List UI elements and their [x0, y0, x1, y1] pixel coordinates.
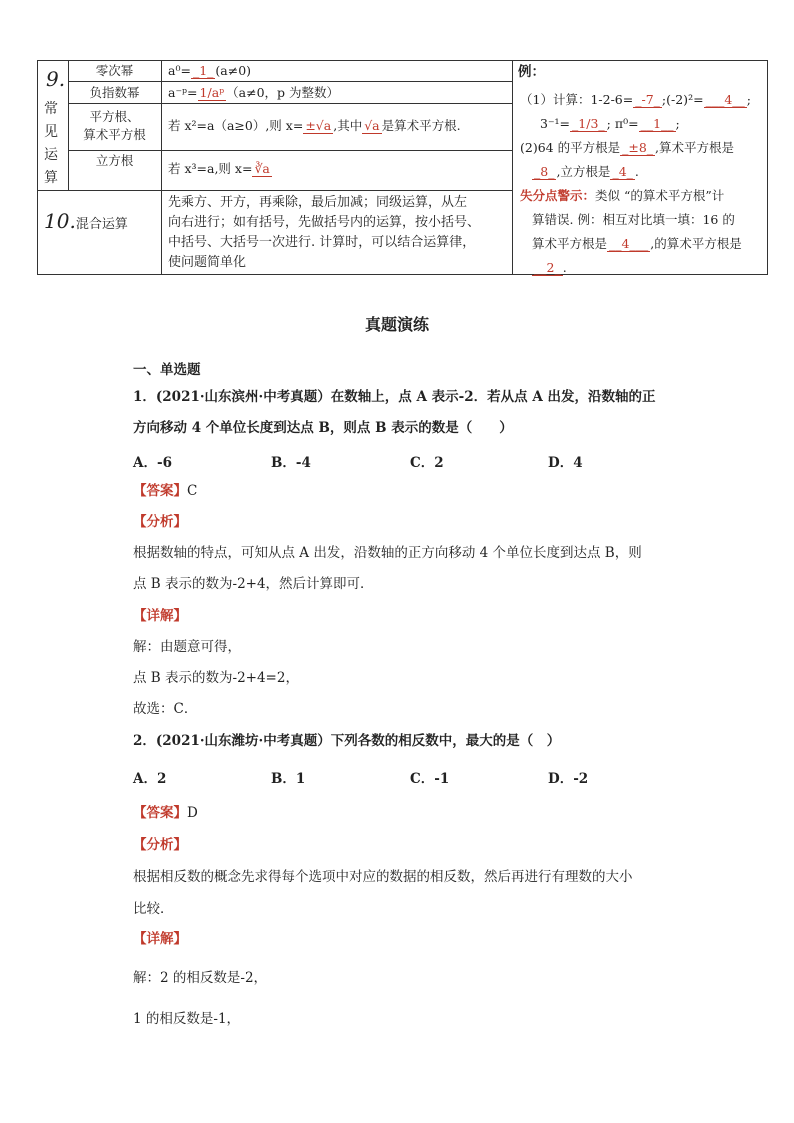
neg-power-formula: a⁻ᵖ= 1/aᵖ （a≠0，p 为整数）: [168, 85, 340, 100]
cbrt-formula: 若 x³=a,则 x= ∛a: [168, 161, 270, 176]
q1-detail-line3: 故选：C．: [133, 701, 198, 717]
q2-detail-line2: 1 的相反数是-1，: [133, 1011, 241, 1027]
row-label: 10.混合运算: [44, 209, 128, 233]
q1-option-c: C．2: [410, 455, 444, 471]
example-title: 例：: [518, 64, 545, 80]
sqrt-formula: 若 x²=a（a≥0）,则 x= ±√a ,其中 √a 是算术平方根.: [168, 118, 461, 133]
q1-analysis-tag: 【分析】: [133, 514, 187, 530]
q1-option-b: B．-4: [271, 455, 311, 471]
zero-power-formula: a⁰= _1_ (a≠0): [168, 63, 252, 78]
q2-analysis-tag: 【分析】: [133, 837, 187, 853]
table-divider: [512, 60, 513, 275]
q2-detail-tag: 【详解】: [133, 931, 187, 947]
q2-analysis-line2: 比较．: [133, 901, 174, 917]
row-number: 9.: [46, 67, 66, 91]
q1-option-d: D．4: [548, 455, 583, 471]
q2-analysis-line1: 根据相反数的概念先求得每个选项中对应的数据的相反数，然后再进行有理数的大小: [133, 869, 633, 885]
neg-power-name: 负指数幂: [89, 85, 140, 100]
example-body: （1）计算：1-2-6= _-7_ ;(-2)²= ___4__ ; 3⁻¹= _1/3_ ; π⁰= __1__ ; (2)64 的平方根是 _±8_ ,算术平方根是 _8_ ,立方根是 _4_ . 失分点警示：类似 “的算术平方根”计 算错误. 例：相互对比填一填：16 的 算术平方根是 __4___ ,的算术平方根是 __2_ .: [520, 92, 751, 275]
table-divider: [68, 81, 512, 82]
q2-answer: 【答案】D: [133, 805, 198, 821]
row-label: 常见运算: [44, 101, 58, 186]
q1-detail-tag: 【详解】: [133, 608, 187, 624]
mixed-operation-desc: 先乘方、开方，再乘除，最后加减；同级运算，从左 向右进行；如有括号，先做括号内的运算，按小括号、 中括号、大括号一次进行. 计算时，可以结合运算律， 使问题简单化: [168, 195, 481, 270]
q1-stem-line2: 方向移动 4 个单位长度到达点 B，则点 B 表示的数是（ ）: [133, 420, 513, 436]
section-title: 真题演练: [364, 315, 429, 334]
q1-option-a: A．-6: [133, 455, 172, 471]
q2-option-a: A．2: [133, 771, 167, 787]
q2-option-c: C．-1: [410, 771, 450, 787]
q2-option-b: B．1: [271, 771, 306, 787]
q1-answer: 【答案】C: [133, 483, 198, 499]
q1-detail-line1: 解：由题意可得，: [133, 639, 241, 655]
part-heading: 一、单选题: [133, 362, 201, 378]
table-divider: [37, 190, 512, 191]
cbrt-name: 立方根: [95, 153, 134, 168]
q2-option-d: D．-2: [548, 771, 589, 787]
q1-stem-line1: 1．(2021·山东滨州·中考真题）在数轴上，点 A 表示-2．若从点 A 出发，沿数轴的正: [133, 389, 656, 405]
sqrt-name: 平方根、 算术平方根: [83, 109, 146, 142]
table-divider: [68, 103, 512, 104]
q1-analysis-line1: 根据数轴的特点，可知从点 A 出发，沿数轴的正方向移动 4 个单位长度到达点 B，则: [133, 545, 642, 561]
table-divider: [68, 150, 512, 151]
zero-power-name: 零次幂: [95, 63, 134, 78]
q1-analysis-line2: 点 B 表示的数为-2+4，然后计算即可．: [133, 576, 374, 592]
table-divider: [161, 60, 162, 275]
q2-detail-line1: 解：2 的相反数是-2，: [133, 970, 268, 986]
q1-detail-line2: 点 B 表示的数为-2+4=2，: [133, 670, 299, 686]
q2-stem: 2．(2021·山东潍坊·中考真题）下列各数的相反数中，最大的是（ ）: [133, 733, 561, 749]
